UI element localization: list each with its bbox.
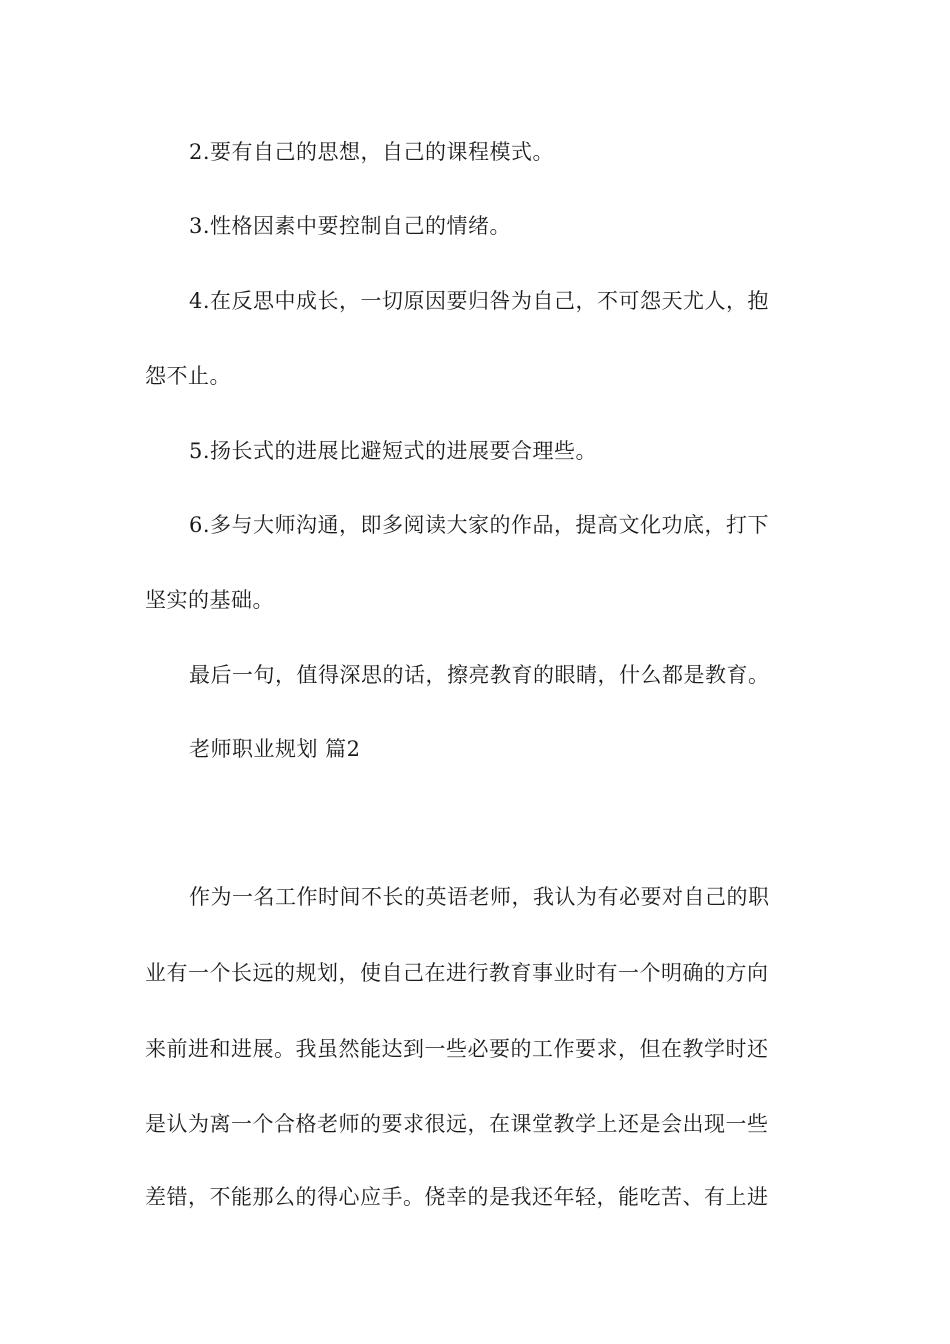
list-item-3: 3.性格因素中要控制自己的情绪。 [189,214,512,238]
list-item-2: 2.要有自己的思想，自己的课程模式。 [189,140,555,164]
list-item-6-line-2: 坚实的基础。 [145,588,274,612]
body-line-4: 是认为离一个合格老师的要求很远，在课堂教学上还是会出现一些 [145,1112,769,1136]
list-item-6-line-1: 6.多与大师沟通，即多阅读大家的作品，提高文化功底，打下 [189,513,770,537]
list-item-4-line-2: 怨不止。 [145,364,231,388]
section-heading: 老师职业规划 篇2 [189,737,361,761]
body-line-2: 业有一个长远的规划，使自己在进行教育事业时有一个明确的方向 [145,961,769,985]
closing-sentence: 最后一句，值得深思的话，擦亮教育的眼睛，什么都是教育。 [189,663,770,687]
body-line-3: 来前进和进展。我虽然能达到一些必要的工作要求，但在教学时还 [145,1037,769,1061]
list-item-4-line-1: 4.在反思中成长，一切原因要归咎为自己，不可怨天尤人，抱 [189,289,770,313]
list-item-5: 5.扬长式的进展比避短式的进展要合理些。 [189,439,598,463]
body-line-5: 差错，不能那么的得心应手。侥幸的是我还年轻，能吃苦、有上进 [145,1185,769,1209]
body-line-1: 作为一名工作时间不长的英语老师，我认为有必要对自己的职 [189,885,770,909]
